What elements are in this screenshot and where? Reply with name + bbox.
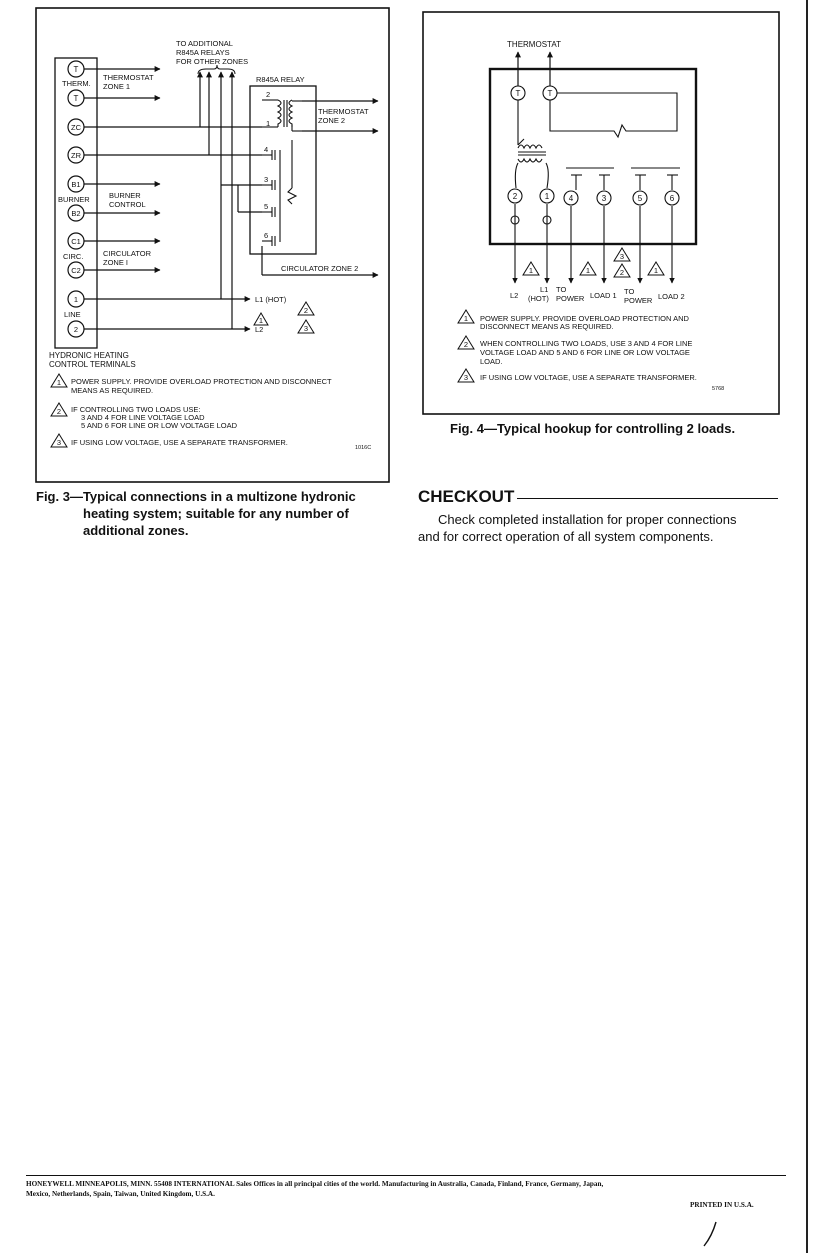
printed-in-usa: PRINTED IN U.S.A. bbox=[690, 1201, 754, 1209]
svg-text:2: 2 bbox=[266, 90, 271, 99]
fig4-to-power-1: TO bbox=[556, 285, 567, 294]
l2-label: L2 bbox=[255, 325, 264, 334]
checkout-heading: CHECKOUT bbox=[418, 487, 515, 506]
svg-text:1: 1 bbox=[463, 314, 469, 323]
svg-text:VOLTAGE LOAD AND 5 AND 6 FOR L: VOLTAGE LOAD AND 5 AND 6 FOR LINE OR LOW VOLTAGE bbox=[480, 348, 690, 357]
svg-text:T: T bbox=[73, 65, 79, 74]
fig4-l1-label: (HOT) bbox=[528, 294, 549, 303]
svg-text:MEANS AS REQUIRED.: MEANS AS REQUIRED. bbox=[71, 386, 154, 395]
fig4-to-power-2: TO bbox=[624, 287, 635, 296]
thermostat-zone1-label: ZONE 1 bbox=[103, 82, 131, 91]
fig4-load1-label: LOAD 1 bbox=[590, 291, 617, 300]
circ-group-label: CIRC. bbox=[63, 252, 84, 261]
circulator-zone2-label: CIRCULATOR ZONE 2 bbox=[281, 264, 359, 273]
svg-text:B2: B2 bbox=[71, 209, 81, 218]
fig4-l2-label: L2 bbox=[510, 291, 519, 300]
svg-text:WHEN CONTROLLING TWO LOADS, US: WHEN CONTROLLING TWO LOADS, USE 3 AND 4 FOR LINE bbox=[480, 339, 693, 348]
svg-text:3 AND 4 FOR LINE VOLTAGE LOAD: 3 AND 4 FOR LINE VOLTAGE LOAD bbox=[81, 413, 205, 422]
svg-text:2: 2 bbox=[56, 407, 62, 416]
circulator-zone1-label: ZONE I bbox=[103, 258, 129, 267]
svg-text:T: T bbox=[547, 89, 553, 98]
svg-text:POWER SUPPLY. PROVIDE OVERLOAD: POWER SUPPLY. PROVIDE OVERLOAD PROTECTION AND bbox=[480, 314, 689, 323]
thermostat-zone2-label: ZONE 2 bbox=[318, 116, 346, 125]
circulator-zone1-label: CIRCULATOR bbox=[103, 249, 152, 258]
svg-text:IF USING LOW VOLTAGE, USE A SE: IF USING LOW VOLTAGE, USE A SEPARATE TRANSFORMER. bbox=[480, 373, 697, 382]
svg-text:4: 4 bbox=[568, 194, 574, 203]
burner-control-label: BURNER bbox=[109, 191, 141, 200]
panel-label: HYDRONIC HEATING bbox=[49, 351, 129, 360]
fig4-to-power-1: POWER bbox=[556, 294, 585, 303]
burner-control-label: CONTROL bbox=[109, 200, 146, 209]
svg-text:3: 3 bbox=[463, 373, 469, 382]
svg-text:4: 4 bbox=[264, 145, 269, 154]
svg-text:IF USING LOW VOLTAGE, USE A SE: IF USING LOW VOLTAGE, USE A SEPARATE TRANSFORMER. bbox=[71, 438, 288, 447]
svg-text:2: 2 bbox=[73, 325, 79, 334]
svg-text:1: 1 bbox=[653, 266, 659, 275]
svg-text:C2: C2 bbox=[71, 266, 81, 275]
svg-text:5 AND 6 FOR LINE OR LOW VOLTAG: 5 AND 6 FOR LINE OR LOW VOLTAGE LOAD bbox=[81, 421, 238, 430]
svg-text:3: 3 bbox=[303, 324, 309, 333]
footer-line: Mexico, Netherlands, Spain, Taiwan, United Kingdom, U.S.A. bbox=[26, 1190, 215, 1198]
svg-text:3: 3 bbox=[601, 194, 607, 203]
svg-text:2: 2 bbox=[619, 268, 625, 277]
l1-hot-label: L1 (HOT) bbox=[255, 295, 287, 304]
additional-relays-label: R845A RELAYS bbox=[176, 48, 230, 57]
svg-text:3: 3 bbox=[56, 438, 62, 447]
svg-text:1: 1 bbox=[544, 192, 550, 201]
footer-line: HONEYWELL MINNEAPOLIS, MINN. 55408 INTERNATIONAL Sales Offices in all principal cities of the world. Manufacturing in Australia, Canada, Finland, France, Germany, Japan, bbox=[26, 1180, 604, 1188]
checkout-line: Check completed installation for proper connections bbox=[438, 512, 737, 527]
fig4-code: 5768 bbox=[712, 386, 725, 392]
additional-relays-label: FOR OTHER ZONES bbox=[176, 57, 249, 66]
svg-text:6: 6 bbox=[669, 194, 675, 203]
svg-text:2: 2 bbox=[463, 340, 469, 349]
svg-text:1: 1 bbox=[585, 266, 591, 275]
relay-label: R845A RELAY bbox=[256, 75, 305, 84]
svg-text:1: 1 bbox=[528, 266, 534, 275]
fig4-l1-label: L1 bbox=[540, 285, 549, 294]
thermostat-zone1-label: THERMOSTAT bbox=[103, 73, 154, 82]
burner-group-label: BURNER bbox=[58, 195, 90, 204]
checkout-line: and for correct operation of all system components. bbox=[418, 529, 714, 544]
line-group-label: LINE bbox=[64, 310, 81, 319]
svg-text:2: 2 bbox=[303, 306, 309, 315]
figure-3-caption-line: heating system; suitable for any number of bbox=[83, 506, 349, 521]
svg-text:ZR: ZR bbox=[71, 151, 81, 160]
svg-text:1: 1 bbox=[266, 119, 271, 128]
svg-text:2: 2 bbox=[512, 192, 518, 201]
svg-text:6: 6 bbox=[264, 231, 269, 240]
svg-text:POWER SUPPLY. PROVIDE OVERLOAD: POWER SUPPLY. PROVIDE OVERLOAD PROTECTION AND DISCONNECT bbox=[71, 377, 332, 386]
thermostat-zone2-label: THERMOSTAT bbox=[318, 107, 369, 116]
panel-label: CONTROL TERMINALS bbox=[49, 360, 136, 369]
svg-text:IF CONTROLLING TWO LOADS USE:: IF CONTROLLING TWO LOADS USE: bbox=[71, 405, 201, 414]
svg-text:1: 1 bbox=[258, 316, 264, 325]
figure-4-caption: Fig. 4—Typical hookup for controlling 2 loads. bbox=[450, 421, 736, 436]
svg-text:T: T bbox=[73, 94, 79, 103]
svg-text:C1: C1 bbox=[71, 237, 81, 246]
svg-text:1: 1 bbox=[56, 378, 62, 387]
additional-relays-label: TO ADDITIONAL bbox=[176, 39, 233, 48]
fig4-thermostat-label: THERMOSTAT bbox=[507, 40, 561, 49]
fig3-code: 1016C bbox=[355, 445, 372, 451]
svg-text:3: 3 bbox=[264, 175, 269, 184]
figure-3-caption-line: additional zones. bbox=[83, 523, 189, 538]
therm-group-label: THERM. bbox=[62, 79, 91, 88]
svg-text:3: 3 bbox=[619, 252, 625, 261]
fig4-load2-label: LOAD 2 bbox=[658, 292, 685, 301]
svg-text:B1: B1 bbox=[71, 180, 81, 189]
svg-text:5: 5 bbox=[264, 202, 269, 211]
fig4-to-power-2: POWER bbox=[624, 296, 653, 305]
svg-text:DISCONNECT MEANS AS REQUIRED.: DISCONNECT MEANS AS REQUIRED. bbox=[480, 322, 614, 331]
svg-text:T: T bbox=[515, 89, 521, 98]
svg-text:5: 5 bbox=[637, 194, 643, 203]
svg-text:1: 1 bbox=[73, 295, 79, 304]
svg-text:LOAD.: LOAD. bbox=[480, 357, 503, 366]
svg-text:ZC: ZC bbox=[71, 123, 81, 132]
figure-3-caption-line: Fig. 3—Typical connections in a multizone hydronic bbox=[36, 489, 356, 504]
